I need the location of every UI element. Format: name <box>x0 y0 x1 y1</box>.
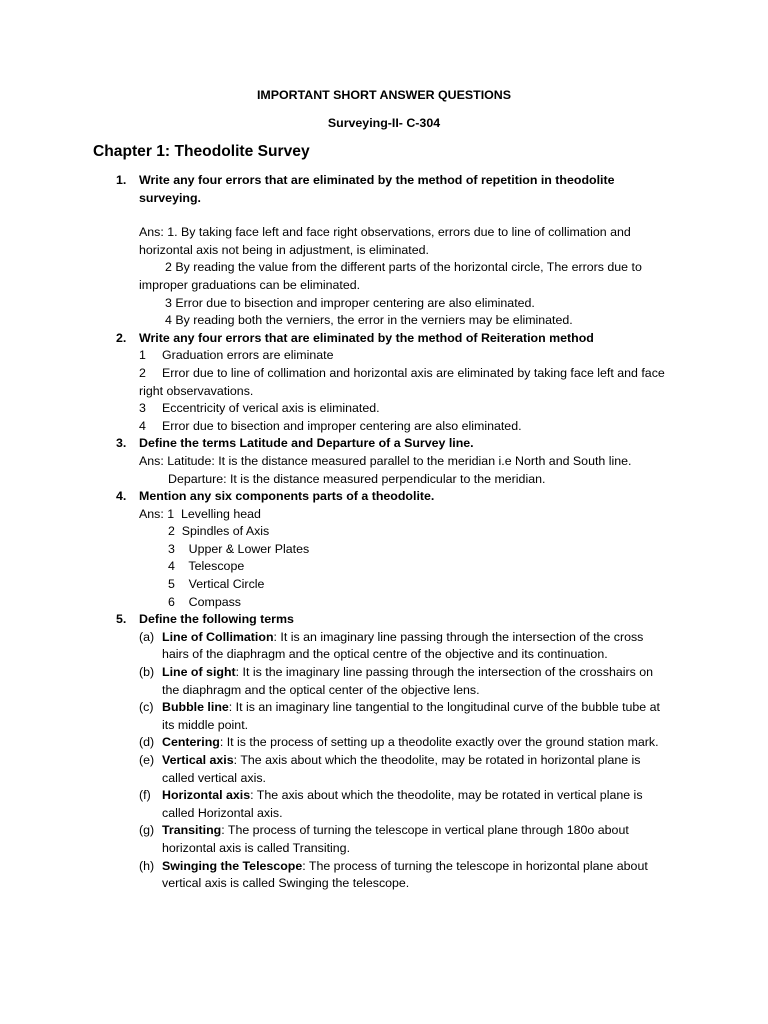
term: Line of sight <box>162 665 236 680</box>
answer-line: Ans: 1 Levelling head <box>139 506 261 521</box>
question-1 <box>0 172 768 207</box>
definition-text: : The axis about which the theodolite, may be rotated in vertical plane is called Horizontal axis. <box>162 788 643 820</box>
component-item: 6 Compass <box>168 594 241 609</box>
definition-item <box>0 664 768 699</box>
answer-item <box>0 347 768 365</box>
item-letter: (d) <box>139 735 155 750</box>
item-letter: (a) <box>139 629 155 644</box>
document-subtitle: Surveying-II- C-304 <box>327 116 441 130</box>
term: Bubble line <box>162 700 229 715</box>
item-text: Error due to bisection and improper centering are also eliminated. <box>162 418 522 433</box>
item-number: 1 <box>139 348 146 363</box>
definition-text: : The axis about which the theodolite, may be rotated in horizontal plane is called vertical axis. <box>162 753 641 785</box>
question-text: Define the following terms <box>139 612 294 627</box>
definition-text: : It is an imaginary line tangential to the longitudinal curve of the bubble tube at its middle point. <box>162 700 660 732</box>
definition-item <box>0 787 768 822</box>
item-letter: (g) <box>139 823 155 838</box>
question-text: Write any four errors that are eliminated by the method of Reiteration method <box>139 330 594 345</box>
question-number: 4. <box>116 489 127 504</box>
term: Centering <box>162 735 220 750</box>
definition-item <box>0 752 768 787</box>
question-2 <box>0 330 768 348</box>
definition-item <box>0 629 768 664</box>
item-text: Error due to line of collimation and horizontal axis are eliminated by taking face left and face right observavations. <box>139 365 665 398</box>
term: Transiting <box>162 823 222 838</box>
term: Swinging the Telescope <box>162 858 303 873</box>
item-letter: (f) <box>139 788 151 803</box>
item-number: 4 <box>139 418 146 433</box>
term: Vertical axis <box>162 753 234 767</box>
chapter-heading: Chapter 1: Theodolite Survey <box>93 143 310 160</box>
answer-line: 2 By reading the value from the different parts of the horizontal circle, The errors due to improper graduations can be eliminated. <box>139 260 642 292</box>
definition-text: : It is the process of setting up a theodolite exactly over the ground station mark. <box>219 735 659 750</box>
term: Line of Collimation <box>162 629 274 644</box>
component-item: 2 Spindles of Axis <box>168 524 270 539</box>
question-number: 2. <box>116 330 127 345</box>
question-number: 1. <box>116 173 127 187</box>
definition-item <box>0 699 768 734</box>
question-text: Write any four errors that are eliminated by the method of repetition in theodolite surveying. <box>139 173 615 205</box>
answer-line: Ans: 1. By taking face left and face right observations, errors due to line of collimation and horizontal axis not being in adjustment, is eliminated. <box>139 225 631 257</box>
question-number: 3. <box>116 436 127 451</box>
answer-item <box>0 400 768 418</box>
item-text: Eccentricity of verical axis is eliminated. <box>162 401 380 416</box>
item-letter: (h) <box>139 858 155 873</box>
definition-item <box>0 734 768 752</box>
document-title: IMPORTANT SHORT ANSWER QUESTIONS <box>256 88 511 102</box>
definition-text: : It is the imaginary line passing through the intersection of the crosshairs on the diaphragm and the optical center of the objective lens. <box>162 665 654 697</box>
item-text: Graduation errors are eliminate <box>162 348 334 363</box>
definition-item <box>0 822 768 857</box>
item-letter: (e) <box>139 753 155 767</box>
answer-line: Departure: It is the distance measured perpendicular to the meridian. <box>168 471 546 486</box>
question-5 <box>0 611 768 629</box>
definition-text: : The process of turning the telescope in horizontal plane about vertical axis is called Swinging the telescope. <box>162 858 648 891</box>
definition-text: : The process of turning the telescope in vertical plane through 180o about horizontal axis is called Transiting. <box>162 823 629 855</box>
term: Horizontal axis <box>162 788 251 803</box>
item-number: 2 <box>139 365 146 380</box>
item-number: 3 <box>139 401 146 416</box>
component-item: 4 Telescope <box>168 559 245 574</box>
question-number: 5. <box>116 612 127 627</box>
answer-item <box>0 365 768 400</box>
question-3 <box>0 435 768 453</box>
answer-line: 3 Error due to bisection and improper centering are also eliminated. <box>165 295 535 310</box>
answer-line: 4 By reading both the verniers, the error in the verniers may be eliminated. <box>165 313 573 328</box>
component-item: 3 Upper & Lower Plates <box>168 541 310 556</box>
question-list <box>0 172 768 893</box>
definition-item <box>0 858 768 893</box>
item-letter: (b) <box>139 665 155 680</box>
answer-line: Ans: Latitude: It is the distance measured parallel to the meridian i.e North and South line. <box>139 453 632 468</box>
question-text: Define the terms Latitude and Departure of a Survey line. <box>139 436 474 451</box>
question-4 <box>0 488 768 506</box>
item-letter: (c) <box>139 700 154 715</box>
definition-text: : It is an imaginary line passing through the intersection of the cross hairs of the diaphragm and the optical centre of the objective and its continuation. <box>162 629 644 662</box>
component-item: 5 Vertical Circle <box>168 577 265 592</box>
question-text: Mention any six components parts of a theodolite. <box>139 489 435 504</box>
answer-item <box>0 418 768 436</box>
